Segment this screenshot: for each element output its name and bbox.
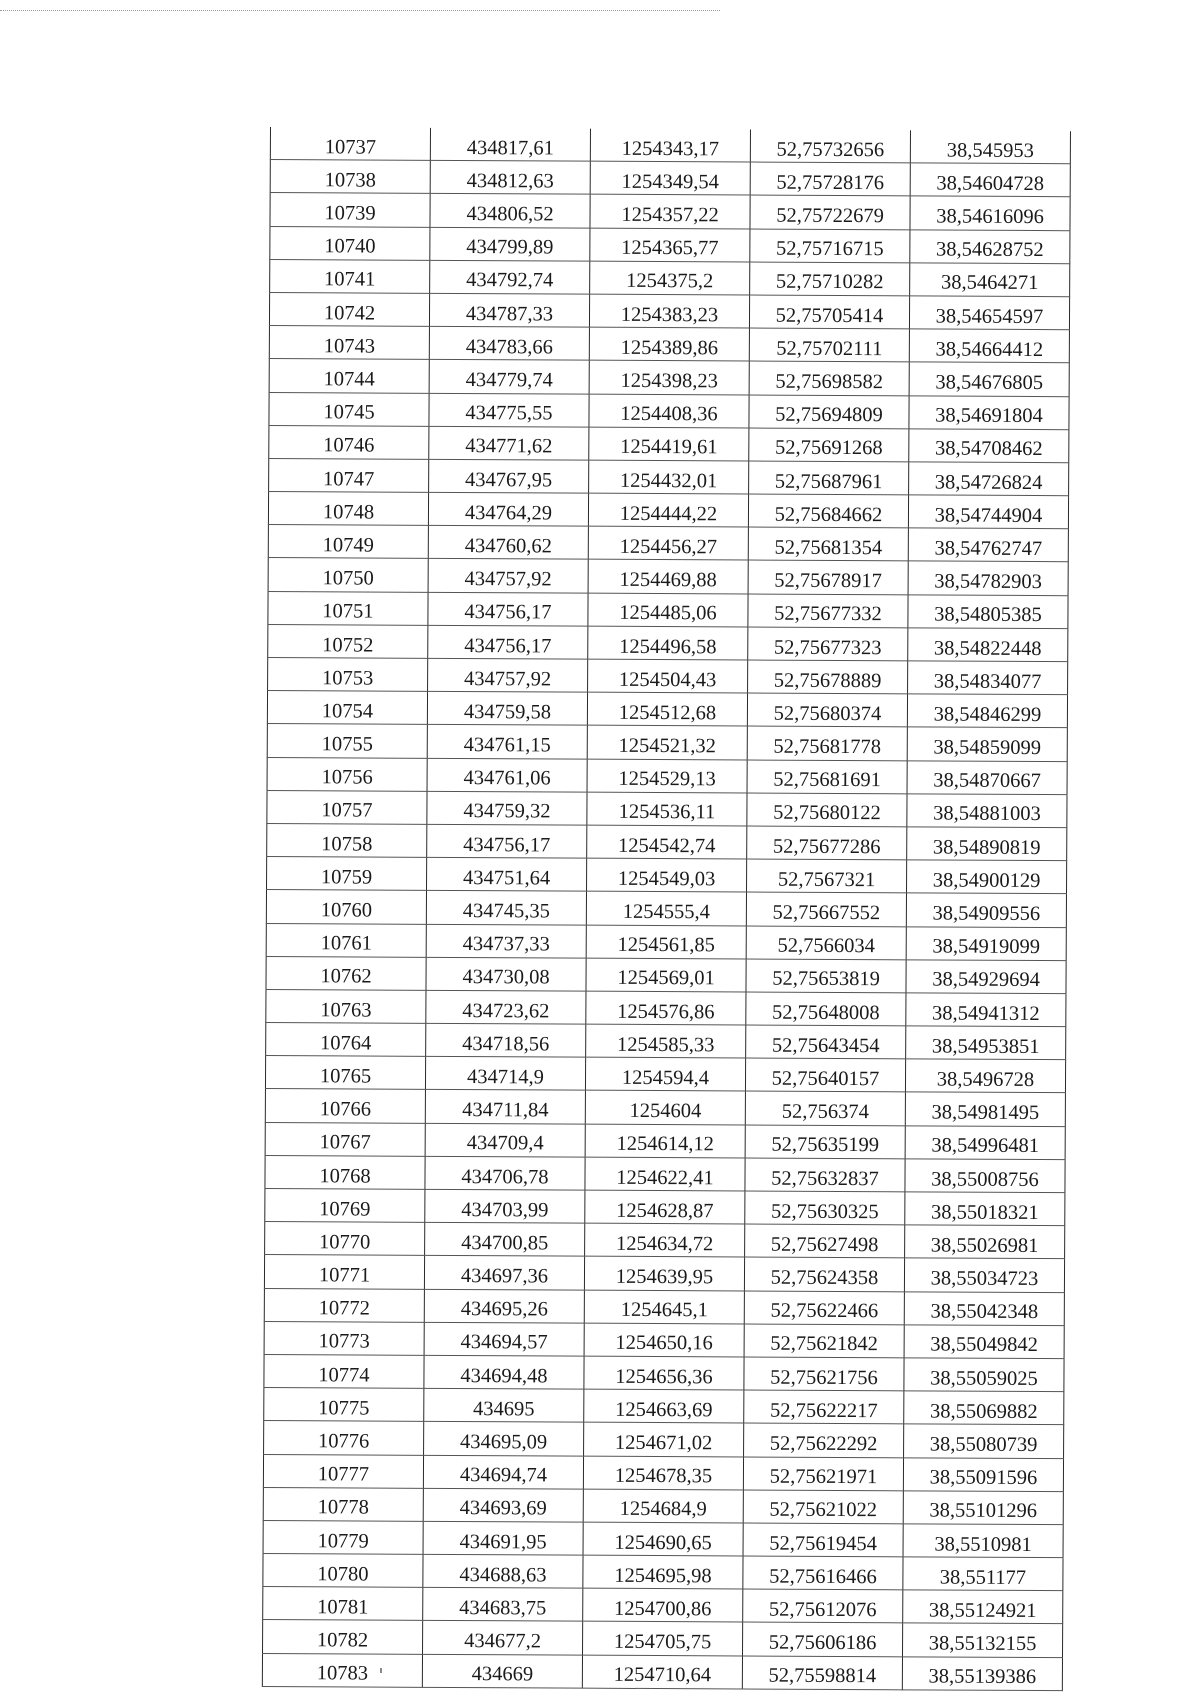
point-number-cell: 10744 (269, 359, 429, 393)
latitude-cell: 52,75678917 (748, 560, 908, 594)
point-number-cell: 10746 (269, 425, 429, 459)
y-coordinate-cell: 1254496,58 (588, 626, 748, 660)
point-number-cell: 10763 (266, 989, 426, 1023)
x-coordinate-cell: 434688,63 (423, 1554, 583, 1588)
table-row (268, 492, 1068, 529)
x-coordinate-cell: 434693,69 (423, 1488, 583, 1522)
table-row (267, 823, 1067, 860)
x-coordinate-cell: 434723,62 (426, 990, 586, 1024)
x-coordinate-cell: 434799,89 (430, 227, 590, 261)
longitude-cell: 38,55069882 (904, 1391, 1064, 1425)
x-coordinate-cell: 434703,99 (425, 1189, 585, 1223)
latitude-cell: 52,75698582 (749, 361, 909, 395)
table-row (264, 1388, 1064, 1425)
point-number-cell: 10783 (262, 1653, 422, 1687)
table-row (266, 923, 1066, 960)
longitude-cell: 38,54691804 (909, 395, 1069, 429)
y-coordinate-cell: 1254639,95 (584, 1257, 744, 1291)
y-coordinate-cell: 1254622,41 (585, 1157, 745, 1191)
latitude-cell: 52,75612076 (743, 1589, 903, 1623)
latitude-cell: 52,75606186 (743, 1622, 903, 1656)
table-row (263, 1487, 1063, 1524)
latitude-cell: 52,75653819 (746, 959, 906, 993)
y-coordinate-cell: 1254389,86 (589, 327, 749, 361)
x-coordinate-cell: 434764,29 (428, 492, 588, 526)
y-coordinate-cell: 1254375,2 (590, 261, 750, 295)
latitude-cell: 52,75616466 (743, 1556, 903, 1590)
point-number-cell: 10776 (264, 1421, 424, 1455)
table-row (265, 1155, 1065, 1192)
table-row (270, 160, 1070, 197)
latitude-cell: 52,7566034 (746, 926, 906, 960)
latitude-cell: 52,75635199 (745, 1125, 905, 1159)
table-row (265, 1056, 1065, 1093)
y-coordinate-cell: 1254684,9 (583, 1489, 743, 1523)
x-coordinate-cell: 434792,74 (430, 260, 590, 294)
longitude-cell: 38,5464271 (910, 263, 1070, 297)
x-coordinate-cell: 434812,63 (430, 161, 590, 195)
table-row (263, 1520, 1063, 1557)
table-row (266, 989, 1066, 1026)
table-row (269, 425, 1069, 462)
coordinates-table-body (262, 127, 1070, 1690)
latitude-cell: 52,75677286 (747, 826, 907, 860)
x-coordinate-cell: 434714,9 (425, 1057, 585, 1091)
y-coordinate-cell: 1254529,13 (587, 759, 747, 793)
y-coordinate-cell: 1254536,11 (587, 792, 747, 826)
x-coordinate-cell: 434759,32 (427, 791, 587, 825)
latitude-cell: 52,75621971 (743, 1456, 903, 1490)
table-row (267, 790, 1067, 827)
y-coordinate-cell: 1254678,35 (583, 1456, 743, 1490)
latitude-cell: 52,75622466 (744, 1291, 904, 1325)
x-coordinate-cell: 434694,57 (424, 1322, 584, 1356)
table-row (268, 657, 1068, 694)
y-coordinate-cell: 1254585,33 (586, 1024, 746, 1058)
table-row (263, 1587, 1063, 1624)
point-number-cell: 10777 (263, 1454, 423, 1488)
point-number-cell: 10758 (267, 823, 427, 857)
table-row (269, 292, 1069, 329)
y-coordinate-cell: 1254645,1 (584, 1290, 744, 1324)
longitude-cell: 38,54981495 (905, 1092, 1065, 1126)
x-coordinate-cell: 434761,15 (427, 725, 587, 759)
point-number-cell: 10775 (264, 1388, 424, 1422)
x-coordinate-cell: 434711,84 (425, 1090, 585, 1124)
latitude-cell: 52,75624358 (744, 1257, 904, 1291)
latitude-cell: 52,75630325 (745, 1191, 905, 1225)
table-row (269, 458, 1069, 495)
point-number-cell: 10761 (266, 923, 426, 957)
x-coordinate-cell: 434745,35 (426, 891, 586, 925)
latitude-cell: 52,75678889 (748, 660, 908, 694)
y-coordinate-cell: 1254604 (585, 1091, 745, 1125)
y-coordinate-cell: 1254408,36 (589, 394, 749, 428)
latitude-cell: 52,75643454 (746, 1025, 906, 1059)
point-number-cell: 10764 (266, 1023, 426, 1057)
point-number-cell: 10738 (270, 160, 430, 194)
x-coordinate-cell: 434757,92 (428, 559, 588, 593)
table-row (267, 757, 1067, 794)
point-number-cell: 10756 (267, 757, 427, 791)
y-coordinate-cell: 1254542,74 (587, 825, 747, 859)
longitude-cell: 38,54744904 (908, 495, 1068, 529)
x-coordinate-cell: 434787,33 (429, 293, 589, 327)
point-number-cell: 10767 (265, 1122, 425, 1156)
point-number-cell: 10778 (263, 1487, 423, 1521)
y-coordinate-cell: 1254710,64 (582, 1655, 742, 1689)
y-coordinate-cell: 1254504,43 (588, 659, 748, 693)
point-number-cell: 10739 (270, 193, 430, 227)
y-coordinate-cell: 1254614,12 (585, 1124, 745, 1158)
longitude-cell: 38,54782903 (908, 561, 1068, 595)
latitude-cell: 52,75681691 (747, 760, 907, 794)
y-coordinate-cell: 1254444,22 (588, 493, 748, 527)
table-row (269, 326, 1069, 363)
table-row (263, 1620, 1063, 1657)
longitude-cell: 38,54676805 (909, 362, 1069, 396)
latitude-cell: 52,75691268 (749, 428, 909, 462)
point-number-cell: 10765 (265, 1056, 425, 1090)
longitude-cell: 38,54870667 (907, 760, 1067, 794)
y-coordinate-cell: 1254485,06 (588, 593, 748, 627)
latitude-cell: 52,75728176 (750, 162, 910, 196)
y-coordinate-cell: 1254628,87 (585, 1190, 745, 1224)
latitude-cell: 52,75680122 (747, 793, 907, 827)
longitude-cell: 38,54929694 (906, 960, 1066, 994)
table-row (262, 1653, 1062, 1690)
table-row (264, 1255, 1064, 1292)
x-coordinate-cell: 434669 (422, 1654, 582, 1688)
x-coordinate-cell: 434700,85 (425, 1223, 585, 1257)
longitude-cell: 38,54941312 (906, 993, 1066, 1027)
x-coordinate-cell: 434697,36 (424, 1256, 584, 1290)
point-number-cell: 10747 (269, 458, 429, 492)
point-number-cell: 10772 (264, 1288, 424, 1322)
y-coordinate-cell: 1254365,77 (590, 228, 750, 262)
y-coordinate-cell: 1254398,23 (589, 360, 749, 394)
x-coordinate-cell: 434757,92 (428, 658, 588, 692)
latitude-cell: 52,75710282 (750, 262, 910, 296)
latitude-cell: 52,75622217 (744, 1390, 904, 1424)
x-coordinate-cell: 434691,95 (423, 1521, 583, 1555)
latitude-cell: 52,75694809 (749, 395, 909, 429)
table-row (268, 624, 1068, 661)
table-row (267, 857, 1067, 894)
y-coordinate-cell: 1254569,01 (586, 958, 746, 992)
longitude-cell: 38,54822448 (908, 628, 1068, 662)
x-coordinate-cell: 434683,75 (423, 1588, 583, 1622)
y-coordinate-cell: 1254357,22 (590, 195, 750, 229)
longitude-cell: 38,5496728 (905, 1059, 1065, 1093)
x-coordinate-cell: 434760,62 (428, 526, 588, 560)
x-coordinate-cell: 434730,08 (426, 957, 586, 991)
longitude-cell: 38,54859099 (907, 727, 1067, 761)
table-row (268, 558, 1068, 595)
longitude-cell: 38,551177 (903, 1557, 1063, 1591)
y-coordinate-cell: 1254690,65 (583, 1522, 743, 1556)
point-number-cell: 10766 (265, 1089, 425, 1123)
longitude-cell: 38,54846299 (907, 694, 1067, 728)
y-coordinate-cell: 1254700,86 (583, 1588, 743, 1622)
latitude-cell: 52,75722679 (750, 195, 910, 229)
longitude-cell: 38,54628752 (910, 229, 1070, 263)
x-coordinate-cell: 434677,2 (423, 1621, 583, 1655)
x-coordinate-cell: 434751,64 (427, 857, 587, 891)
latitude-cell: 52,75716715 (750, 229, 910, 263)
y-coordinate-cell: 1254656,36 (584, 1356, 744, 1390)
table-row (264, 1288, 1064, 1325)
table-row (267, 691, 1067, 728)
y-coordinate-cell: 1254576,86 (586, 991, 746, 1025)
longitude-cell: 38,5510981 (903, 1524, 1063, 1558)
table-row (269, 392, 1069, 429)
longitude-cell: 38,55042348 (904, 1291, 1064, 1325)
latitude-cell: 52,75621022 (743, 1490, 903, 1524)
scan-speck (380, 1668, 382, 1673)
point-number-cell: 10737 (270, 127, 430, 161)
y-coordinate-cell: 1254383,23 (589, 294, 749, 328)
y-coordinate-cell: 1254343,17 (590, 129, 750, 163)
point-number-cell: 10752 (268, 624, 428, 658)
x-coordinate-cell: 434718,56 (426, 1023, 586, 1057)
longitude-cell: 38,54900129 (906, 860, 1066, 894)
table-row (269, 359, 1069, 396)
latitude-cell: 52,75687961 (749, 461, 909, 495)
table-row (263, 1554, 1063, 1591)
longitude-cell: 38,54654597 (909, 296, 1069, 330)
y-coordinate-cell: 1254663,69 (584, 1389, 744, 1423)
longitude-cell: 38,55132155 (903, 1623, 1063, 1657)
latitude-cell: 52,75680374 (747, 693, 907, 727)
longitude-cell: 38,54604728 (910, 163, 1070, 197)
table-row (263, 1454, 1063, 1491)
x-coordinate-cell: 434695,09 (424, 1422, 584, 1456)
latitude-cell: 52,75667552 (746, 892, 906, 926)
x-coordinate-cell: 434756,17 (428, 625, 588, 659)
x-coordinate-cell: 434771,62 (429, 426, 589, 460)
table-row (266, 1023, 1066, 1060)
y-coordinate-cell: 1254695,98 (583, 1555, 743, 1589)
longitude-cell: 38,55139386 (902, 1656, 1062, 1690)
latitude-cell: 52,75702111 (749, 328, 909, 362)
y-coordinate-cell: 1254705,75 (583, 1622, 743, 1656)
y-coordinate-cell: 1254549,03 (587, 858, 747, 892)
y-coordinate-cell: 1254419,61 (589, 427, 749, 461)
longitude-cell: 38,55018321 (905, 1192, 1065, 1226)
latitude-cell: 52,7567321 (746, 859, 906, 893)
longitude-cell: 38,54834077 (908, 661, 1068, 695)
point-number-cell: 10757 (267, 790, 427, 824)
x-coordinate-cell: 434775,55 (429, 393, 589, 427)
y-coordinate-cell: 1254650,16 (584, 1323, 744, 1357)
longitude-cell: 38,54881003 (907, 794, 1067, 828)
y-coordinate-cell: 1254521,32 (587, 726, 747, 760)
x-coordinate-cell: 434737,33 (426, 924, 586, 958)
longitude-cell: 38,54996481 (905, 1125, 1065, 1159)
scan-artifact-line (0, 10, 720, 11)
x-coordinate-cell: 434779,74 (429, 360, 589, 394)
longitude-cell: 38,55059025 (904, 1358, 1064, 1392)
longitude-cell: 38,54726824 (909, 462, 1069, 496)
longitude-cell: 38,55034723 (904, 1258, 1064, 1292)
latitude-cell: 52,756374 (745, 1091, 905, 1125)
table-row (264, 1421, 1064, 1458)
latitude-cell: 52,75677332 (748, 594, 908, 628)
longitude-cell: 38,55049842 (904, 1325, 1064, 1359)
latitude-cell: 52,75684662 (748, 494, 908, 528)
point-number-cell: 10771 (264, 1255, 424, 1289)
point-number-cell: 10749 (268, 525, 428, 559)
table-row (268, 591, 1068, 628)
longitude-cell: 38,54762747 (908, 528, 1068, 562)
longitude-cell: 38,55124921 (903, 1590, 1063, 1624)
point-number-cell: 10781 (263, 1587, 423, 1621)
longitude-cell: 38,54890819 (907, 827, 1067, 861)
longitude-cell: 38,55008756 (905, 1159, 1065, 1193)
point-number-cell: 10741 (270, 259, 430, 293)
x-coordinate-cell: 434695,26 (424, 1289, 584, 1323)
point-number-cell: 10742 (269, 292, 429, 326)
y-coordinate-cell: 1254469,88 (588, 560, 748, 594)
longitude-cell: 38,54953851 (906, 1026, 1066, 1060)
latitude-cell: 52,75622292 (744, 1423, 904, 1457)
latitude-cell: 52,75632837 (745, 1158, 905, 1192)
point-number-cell: 10751 (268, 591, 428, 625)
point-number-cell: 10743 (269, 326, 429, 360)
point-number-cell: 10780 (263, 1554, 423, 1588)
latitude-cell: 52,75681354 (748, 527, 908, 561)
point-number-cell: 10750 (268, 558, 428, 592)
x-coordinate-cell: 434706,78 (425, 1156, 585, 1190)
table-row (265, 1222, 1065, 1259)
x-coordinate-cell: 434694,48 (424, 1355, 584, 1389)
y-coordinate-cell: 1254594,4 (585, 1057, 745, 1091)
point-number-cell: 10759 (267, 857, 427, 891)
table-row (266, 890, 1066, 927)
x-coordinate-cell: 434709,4 (425, 1123, 585, 1157)
x-coordinate-cell: 434756,17 (427, 824, 587, 858)
y-coordinate-cell: 1254671,02 (584, 1422, 744, 1456)
point-number-cell: 10753 (268, 657, 428, 691)
table-row (268, 525, 1068, 562)
latitude-cell: 52,75681778 (747, 726, 907, 760)
x-coordinate-cell: 434759,58 (427, 692, 587, 726)
latitude-cell: 52,75732656 (750, 130, 910, 164)
latitude-cell: 52,75598814 (742, 1656, 902, 1690)
point-number-cell: 10779 (263, 1520, 423, 1554)
x-coordinate-cell: 434695 (424, 1388, 584, 1422)
point-number-cell: 10782 (263, 1620, 423, 1654)
table-row (264, 1354, 1064, 1391)
point-number-cell: 10774 (264, 1354, 424, 1388)
x-coordinate-cell: 434767,95 (429, 459, 589, 493)
point-number-cell: 10754 (267, 691, 427, 725)
point-number-cell: 10748 (268, 492, 428, 526)
x-coordinate-cell: 434694,74 (423, 1455, 583, 1489)
coordinates-table (262, 127, 1071, 1691)
x-coordinate-cell: 434783,66 (429, 326, 589, 360)
latitude-cell: 52,75648008 (746, 992, 906, 1026)
table-row (266, 956, 1066, 993)
y-coordinate-cell: 1254555,4 (586, 891, 746, 925)
table-row (270, 259, 1070, 296)
x-coordinate-cell: 434806,52 (430, 194, 590, 228)
table-row (270, 127, 1070, 164)
point-number-cell: 10773 (264, 1321, 424, 1355)
y-coordinate-cell: 1254456,27 (588, 526, 748, 560)
latitude-cell: 52,75627498 (745, 1224, 905, 1258)
latitude-cell: 52,75640157 (745, 1058, 905, 1092)
point-number-cell: 10755 (267, 724, 427, 758)
y-coordinate-cell: 1254561,85 (586, 925, 746, 959)
longitude-cell: 38,545953 (910, 130, 1070, 164)
table-row (265, 1188, 1065, 1225)
x-coordinate-cell: 434761,06 (427, 758, 587, 792)
point-number-cell: 10769 (265, 1188, 425, 1222)
latitude-cell: 52,75621756 (744, 1357, 904, 1391)
latitude-cell: 52,75619454 (743, 1523, 903, 1557)
longitude-cell: 38,54919099 (906, 926, 1066, 960)
latitude-cell: 52,75621842 (744, 1324, 904, 1358)
table-row (270, 193, 1070, 230)
table-row (265, 1089, 1065, 1126)
y-coordinate-cell: 1254634,72 (585, 1223, 745, 1257)
longitude-cell: 38,55091596 (903, 1457, 1063, 1491)
point-number-cell: 10768 (265, 1155, 425, 1189)
longitude-cell: 38,55026981 (905, 1225, 1065, 1259)
table-row (264, 1321, 1064, 1358)
longitude-cell: 38,55080739 (904, 1424, 1064, 1458)
y-coordinate-cell: 1254512,68 (587, 692, 747, 726)
point-number-cell: 10762 (266, 956, 426, 990)
x-coordinate-cell: 434756,17 (428, 592, 588, 626)
longitude-cell: 38,54708462 (909, 429, 1069, 463)
longitude-cell: 38,54664412 (909, 329, 1069, 363)
longitude-cell: 38,54909556 (906, 893, 1066, 927)
latitude-cell: 52,75677323 (748, 627, 908, 661)
latitude-cell: 52,75705414 (749, 295, 909, 329)
longitude-cell: 38,54805385 (908, 594, 1068, 628)
table-row (265, 1122, 1065, 1159)
point-number-cell: 10740 (270, 226, 430, 260)
longitude-cell: 38,55101296 (903, 1491, 1063, 1525)
y-coordinate-cell: 1254432,01 (589, 460, 749, 494)
table-row (270, 226, 1070, 263)
point-number-cell: 10770 (265, 1222, 425, 1256)
point-number-cell: 10745 (269, 392, 429, 426)
point-number-cell: 10760 (266, 890, 426, 924)
longitude-cell: 38,54616096 (910, 196, 1070, 230)
y-coordinate-cell: 1254349,54 (590, 161, 750, 195)
x-coordinate-cell: 434817,61 (430, 128, 590, 162)
table-row (267, 724, 1067, 761)
